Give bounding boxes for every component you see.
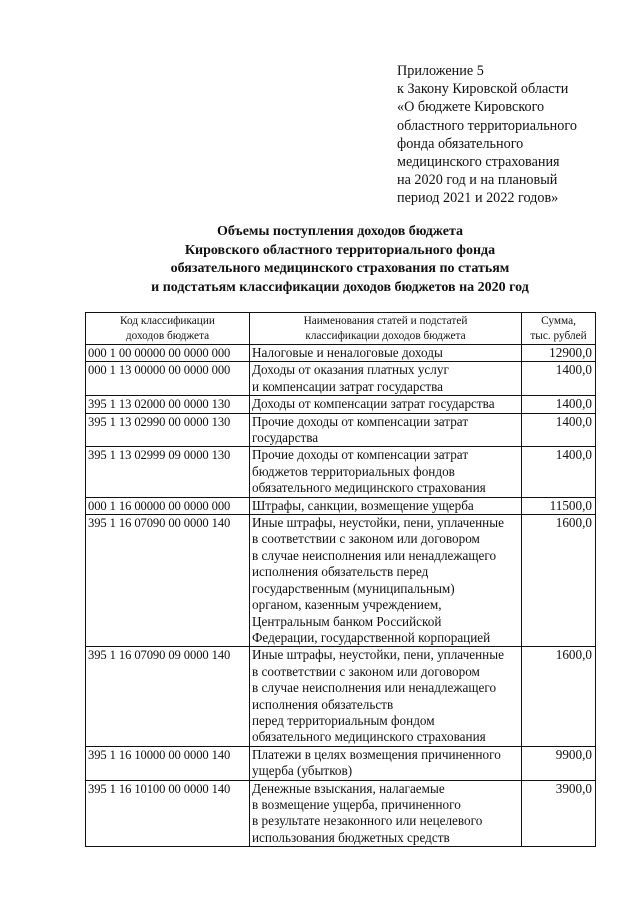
name-line: в возмещение ущерба, причиненного [252,796,461,812]
table-row [86,396,596,413]
revenue-item-name [250,345,522,362]
name-line: обязательного медицинского страхования [252,480,486,496]
revenue-table [85,312,596,847]
revenue-item-name [250,447,522,497]
name-line: исполнения обязательств перед [252,564,429,580]
name-line: использования бюджетных средств [252,829,450,845]
amount: 1400,0 [522,447,596,497]
header-name: Наименования статей и подстатей классификации доходов бюджета [250,313,522,345]
table-row [86,746,596,780]
classification-code: 395 1 16 07090 09 0000 140 [86,647,250,746]
classification-code: 395 1 16 10000 00 0000 140 [86,746,250,780]
amount: 1600,0 [522,647,596,746]
name-line: Доходы от компенсации затрат государства [252,396,495,412]
title-line: и подстатьям классификации доходов бюджетов на 2020 год [151,279,529,295]
appendix-line: областного территориального [397,117,577,134]
appendix-line: на 2020 год и на плановый [397,172,558,189]
classification-code: 395 1 13 02000 00 0000 130 [86,396,250,413]
appendix-line: фонда обязательного [397,135,524,152]
appendix-line: к Закону Кировской области [397,81,569,98]
classification-code: 395 1 13 02999 09 0000 130 [86,447,250,497]
header-code: Код классификации доходов бюджета [86,313,250,345]
name-line: Федерации, государственной корпорацией [252,629,491,645]
document-title [70,223,610,297]
name-line: и компенсации затрат государства [252,378,444,394]
table-row [86,447,596,497]
name-line: государства [252,430,319,446]
title-line: обязательного медицинского страхования по статьям [170,261,510,276]
name-line: Прочие доходы от компенсации затрат [252,447,469,463]
name-line: перед территориальным фондом [252,712,435,728]
name-line: ущерба (убытков) [252,763,353,779]
revenue-item-name [250,746,522,780]
name-line: Иные штрафы, неустойки, пени, уплаченные [252,515,504,531]
name-line: Иные штрафы, неустойки, пени, уплаченные [252,647,504,663]
classification-code: 000 1 00 00000 00 0000 000 [86,345,250,362]
appendix-line: Приложение 5 [397,63,484,79]
name-line: Налоговые и неналоговые доходы [252,345,443,360]
classification-code: 000 1 13 00000 00 0000 000 [86,362,250,396]
amount: 1400,0 [522,413,596,447]
table-row [86,515,596,647]
name-line: в соответствии с законом или договором [252,531,480,547]
name-line: органом, казенным учреждением, [252,597,442,613]
table-body [86,345,596,847]
name-line: обязательного медицинского страхования [252,729,486,745]
name-line: исполнения обязательств [252,696,394,712]
name-line: Центральным банком Российской [252,613,442,629]
name-line: в соответствии с законом или договором [252,663,480,679]
appendix-note [397,62,627,208]
amount: 3900,0 [522,780,596,847]
appendix-line: период 2021 и 2022 годов» [397,190,559,207]
name-line: государственным (муниципальным) [252,580,455,596]
amount: 12900,0 [522,345,596,362]
name-line: Денежные взыскания, налагаемые [252,780,445,796]
revenue-item-name [250,362,522,396]
classification-code: 395 1 16 10100 00 0000 140 [86,780,250,847]
table-row [86,647,596,746]
name-line: в случае неисполнения или ненадлежащего [252,680,497,696]
table-row [86,362,596,396]
name-line: Доходы от оказания платных услуг [252,362,449,378]
table-row [86,780,596,847]
header-amount: Сумма, тыс. рублей [522,313,596,345]
classification-code: 395 1 13 02990 00 0000 130 [86,413,250,447]
classification-code: 000 1 16 00000 00 0000 000 [86,497,250,514]
name-line: бюджетов территориальных фондов [252,463,455,479]
name-line: Прочие доходы от компенсации затрат [252,413,469,429]
amount: 1600,0 [522,515,596,647]
appendix-line: «О бюджете Кировского [397,99,545,116]
table-header-row [86,313,596,345]
title-line: Кировского областного территориального фонда [184,242,496,258]
title-line: Объемы поступления доходов бюджета [217,224,463,239]
name-line: Платежи в целях возмещения причиненного [252,746,501,762]
classification-code: 395 1 16 07090 00 0000 140 [86,515,250,647]
revenue-item-name [250,413,522,447]
name-line: в случае неисполнения или ненадлежащего [252,547,497,563]
revenue-item-name [250,647,522,746]
name-line: Штрафы, санкции, возмещение ущерба [252,497,474,513]
revenue-item-name [250,497,522,514]
revenue-item-name [250,396,522,413]
appendix-line: медицинского страхования [397,154,560,171]
table-row [86,497,596,514]
amount: 11500,0 [522,497,596,514]
revenue-item-name [250,515,522,647]
table-row [86,345,596,362]
amount: 1400,0 [522,396,596,413]
table-row [86,413,596,447]
revenue-item-name [250,780,522,847]
amount: 9900,0 [522,746,596,780]
name-line: в результате незаконного или нецелевого [252,813,483,829]
amount: 1400,0 [522,362,596,396]
